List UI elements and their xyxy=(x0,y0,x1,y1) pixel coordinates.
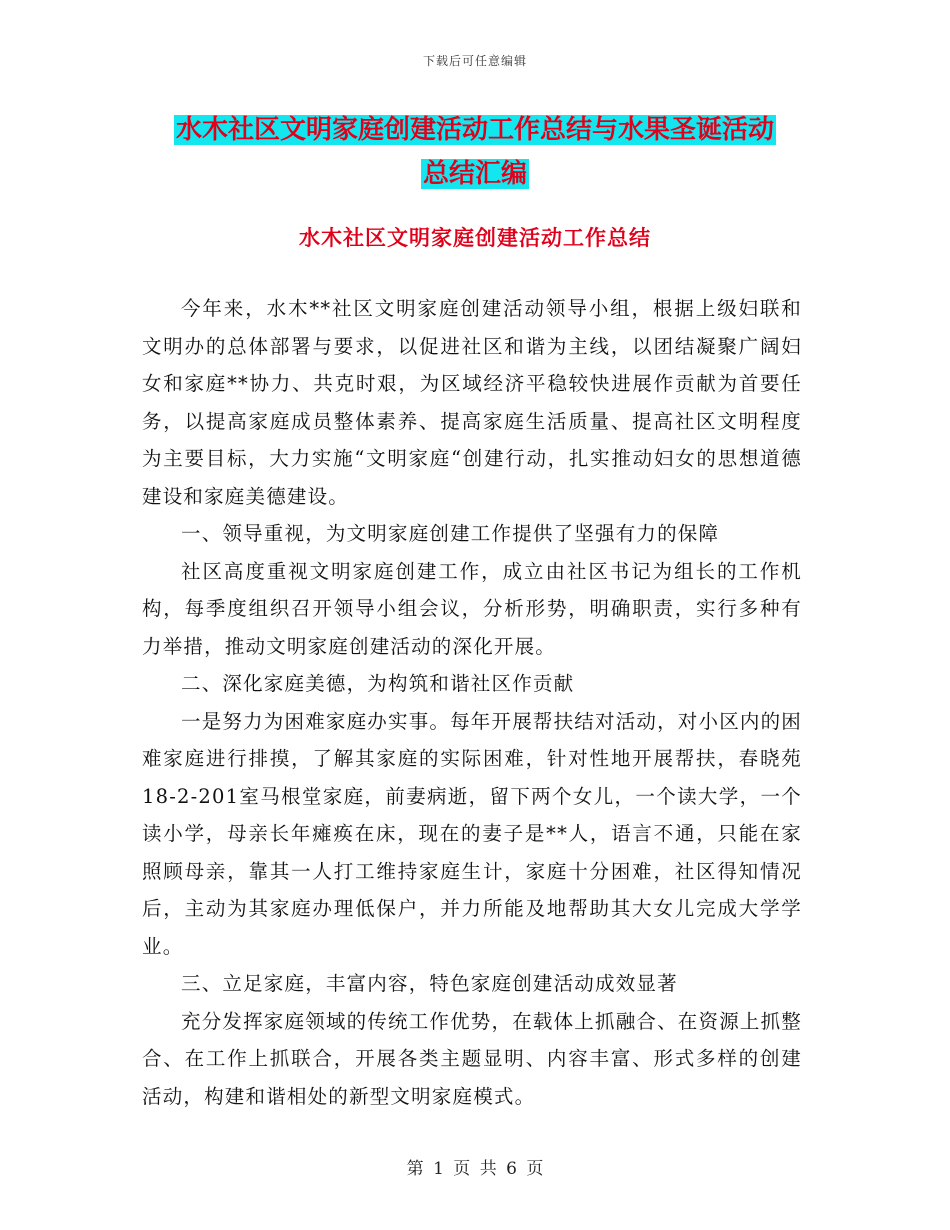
document-title-line-1: 水木社区文明家庭创建活动工作总结与水果圣诞活动 xyxy=(175,115,774,145)
body-paragraph-leadership: 社区高度重视文明家庭创建工作，成立由社区书记为组长的工作机构，每季度组织召开领导小组会议，分析形势，明确职责，实行多种有力举措，推动文明家庭创建活动的深化开展。 xyxy=(142,559,802,658)
document-title-line-2: 总结汇编 xyxy=(422,159,527,189)
section-title: 水木社区文明家庭创建活动工作总结 xyxy=(299,226,651,250)
document-body xyxy=(142,290,802,1115)
heading-family-virtue: 二、深化家庭美德，为构筑和谐社区作贡献 xyxy=(181,672,575,695)
heading-featured-activities: 三、立足家庭，丰富内容，特色家庭创建活动成效显著 xyxy=(181,972,678,995)
document-title xyxy=(140,108,810,196)
body-paragraph-intro: 今年来，水木**社区文明家庭创建活动领导小组，根据上级妇联和文明办的总体部署与要求，以促进社区和谐为主线，以团结凝聚广阔妇女和家庭**协力、共克时艰，为区域经济平稳较快进展作贡献为首要任务，以提高家庭成员整体素养、提高家庭生活质量、提高社区文明程度为主要目标，大力实施“文明家庭“创建行动，扎实推动妇女的思想道德建设和家庭美德建设。 xyxy=(142,297,802,508)
page-header-note: 下载后可任意编辑 xyxy=(422,54,527,68)
body-paragraph-family-virtue: 一是努力为困难家庭办实事。每年开展帮扶结对活动，对小区内的困难家庭进行排摸，了解其家庭的实际困难，针对性地开展帮扶，春晓苑18-2-201室马根堂家庭，前妻病逝，留下两个女儿，一个读大学，一个读小学，母亲长年瘫痪在床，现在的妻子是**人，语言不通，只能在家照顾母亲，靠其一人打工维持家庭生计，家庭十分困难，社区得知情况后，主动为其家庭办理低保户，并力所能及地帮助其大女儿完成大学学业。 xyxy=(142,709,803,958)
body-paragraph-featured-activities: 充分发挥家庭领域的传统工作优势，在载体上抓融合、在资源上抓整合、在工作上抓联合，开展各类主题显明、内容丰富、形式多样的创建活动，构建和谐相处的新型文明家庭模式。 xyxy=(142,1009,803,1108)
heading-leadership: 一、领导重视，为文明家庭创建工作提供了坚强有力的保障 xyxy=(181,522,720,545)
page-number: 第 1 页 共 6 页 xyxy=(406,1159,544,1179)
